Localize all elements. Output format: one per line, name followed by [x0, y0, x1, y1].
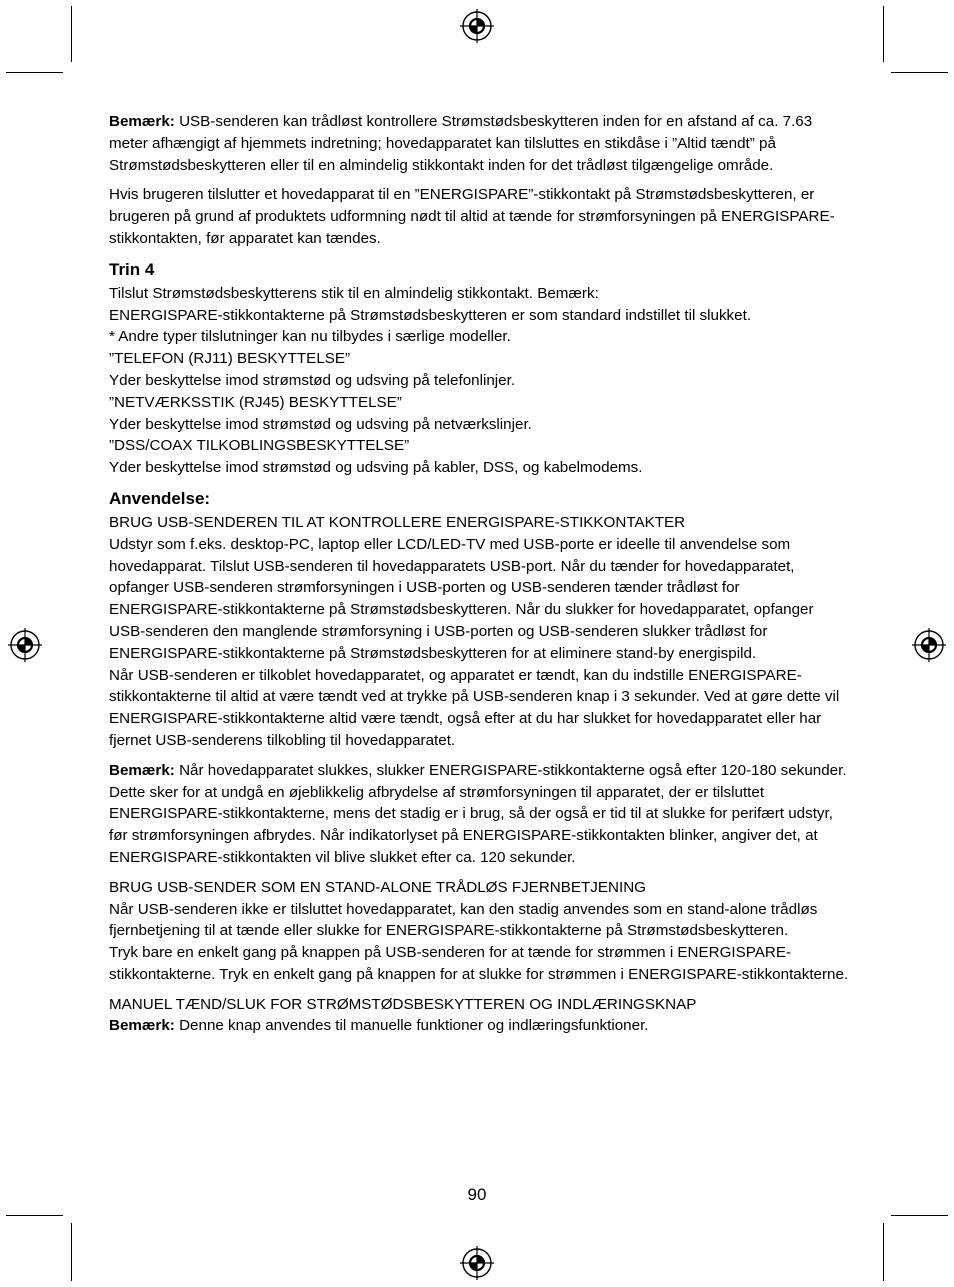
- section-heading: Trin 4: [109, 259, 155, 279]
- note-label: Bemærk:: [109, 761, 175, 779]
- crop-mark: [883, 1223, 884, 1281]
- text-line: Yder beskyttelse imod strømstød og udsving på kabler, DSS, og kabelmodems.: [109, 459, 643, 477]
- note-text: Når hovedapparatet slukkes, slukker ENERGISPARE-stikkontakterne også efter 120-180 sekunder. Dette sker for at undgå en øjeblikkelig afbrydelse af strømforsyningen til apparatet, der er tilsluttet ENERGISPARE-stikkontakterne, mens det stadig er i brug, så der også er tid til at slukke for perifært udstyr, før strømforsyningen afbrydes. Når indikatorlyset på ENERGISPARE-stikkontakten blinker, angiver det, at ENERGISPARE-stikkontakten vil blive slukket efter ca. 120 sekunder.: [109, 761, 847, 866]
- subheading: BRUG USB-SENDER SOM EN STAND-ALONE TRÅDLØS FJERNBETJENING: [109, 878, 646, 896]
- registration-mark-icon: [8, 628, 42, 662]
- section-heading: Anvendelse:: [109, 488, 211, 508]
- text-line: Tilslut Strømstødsbeskytterens stik til en almindelig stikkontakt. Bemærk:: [109, 284, 599, 302]
- text-line: ”NETVÆRKSSTIK (RJ45) BESKYTTELSE”: [109, 393, 402, 411]
- text-line: Yder beskyttelse imod strømstød og udsving på netværkslinjer.: [109, 415, 532, 433]
- note-paragraph: [109, 111, 854, 176]
- note-paragraph: [109, 760, 854, 869]
- note-paragraph: [109, 1015, 854, 1037]
- crop-mark: [891, 72, 948, 73]
- registration-mark-icon: [912, 628, 946, 662]
- subheading: MANUEL TÆND/SLUK FOR STRØMSTØDSBESKYTTEREN OG INDLÆRINGSKNAP: [109, 995, 697, 1013]
- page-number: 90: [467, 1185, 487, 1204]
- crop-mark: [883, 6, 884, 62]
- registration-mark-icon: [460, 9, 494, 43]
- body-paragraph: Tryk bare en enkelt gang på knappen på USB-senderen for at tænde for strømmen i ENERGISPARE-stikkontakterne. Tryk en enkelt gang på knappen for at slukke for strømmen i ENERGISPARE-stikkontakterne.: [109, 944, 849, 983]
- text-line: ”TELEFON (RJ11) BESKYTTELSE”: [109, 350, 351, 368]
- note-label: Bemærk:: [109, 113, 175, 130]
- text-line: ENERGISPARE-stikkontakterne på Strømstødsbeskytteren er som standard indstillet til slukket.: [109, 306, 752, 324]
- body-paragraph: Hvis brugeren tilslutter et hovedapparat til en ”ENERGISPARE”-stikkontakt på Strømstødsbeskytteren, er brugeren på grund af produktets udformning nødt til altid at tænde for strømforsyningen på ENERGISPARE-stikkontakten, før apparatet kan tændes.: [109, 186, 835, 247]
- text-line: * Andre typer tilslutninger kan nu tilbydes i særlige modeller.: [109, 328, 511, 346]
- note-text: USB-senderen kan trådløst kontrollere Strømstødsbeskytteren inden for en afstand af ca. 7.63 meter afhængigt af hjemmets indretning; hovedapparatet kan tilsluttes en stikdåse i ”Altid tændt” på Strømstødsbeskytteren eller til en almindelig stikkontakt inden for det trådløst tilgængelige område.: [109, 113, 813, 174]
- crop-mark: [71, 6, 72, 62]
- body-paragraph: Udstyr som f.eks. desktop-PC, laptop eller LCD/LED-TV med USB-porte er ideelle til anvendelse som hovedapparat. Tilslut USB-senderen til hovedapparatets USB-port. Når du tænder for hovedapparatet, opfanger USB-senderen strømforsyningen i USB-porten og USB-senderen tænder trådløst for ENERGISPARE-stikkontakterne på Strømstødsbeskytteren. Når du slukker for hovedapparatet, opfanger USB-senderen den manglende strømforsyning i USB-porten og USB-senderen slukker trådløst for ENERGISPARE-stikkontakterne på Strømstødsbeskytteren for at eliminere stand-by energispild.: [109, 535, 814, 662]
- crop-mark: [6, 1215, 63, 1216]
- note-label: Bemærk:: [109, 1017, 175, 1035]
- page-content: [109, 111, 854, 1037]
- body-paragraph: Når USB-senderen er tilkoblet hovedapparatet, og apparatet er tændt, kan du indstille ENERGISPARE-stikkontakterne til altid at være tændt ved at trykke på USB-senderen knap i 3 sekunder. Ved at gøre dette vil ENERGISPARE-stikkontakterne altid være tændt, også efter at du har slukket for hovedapparatet eller har fjernet USB-senderens tilkobling til hovedapparatet.: [109, 666, 840, 749]
- crop-mark: [891, 1215, 948, 1216]
- crop-mark: [71, 1223, 72, 1281]
- body-paragraph: Når USB-senderen ikke er tilsluttet hovedapparatet, kan den stadig anvendes som en stand-alone trådløs fjernbetjening til at tænde eller slukke for ENERGISPARE-stikkontakterne på Strømstødsbeskytteren.: [109, 900, 818, 940]
- text-line: ”DSS/COAX TILKOBLINGSBESKYTTELSE”: [109, 437, 410, 455]
- text-line: Yder beskyttelse imod strømstød og udsving på telefonlinjer.: [109, 371, 516, 389]
- registration-mark-icon: [460, 1246, 494, 1280]
- subheading: BRUG USB-SENDEREN TIL AT KONTROLLERE ENERGISPARE-STIKKONTAKTER: [109, 513, 686, 531]
- note-text: Denne knap anvendes til manuelle funktioner og indlæringsfunktioner.: [179, 1017, 649, 1035]
- crop-mark: [6, 72, 63, 73]
